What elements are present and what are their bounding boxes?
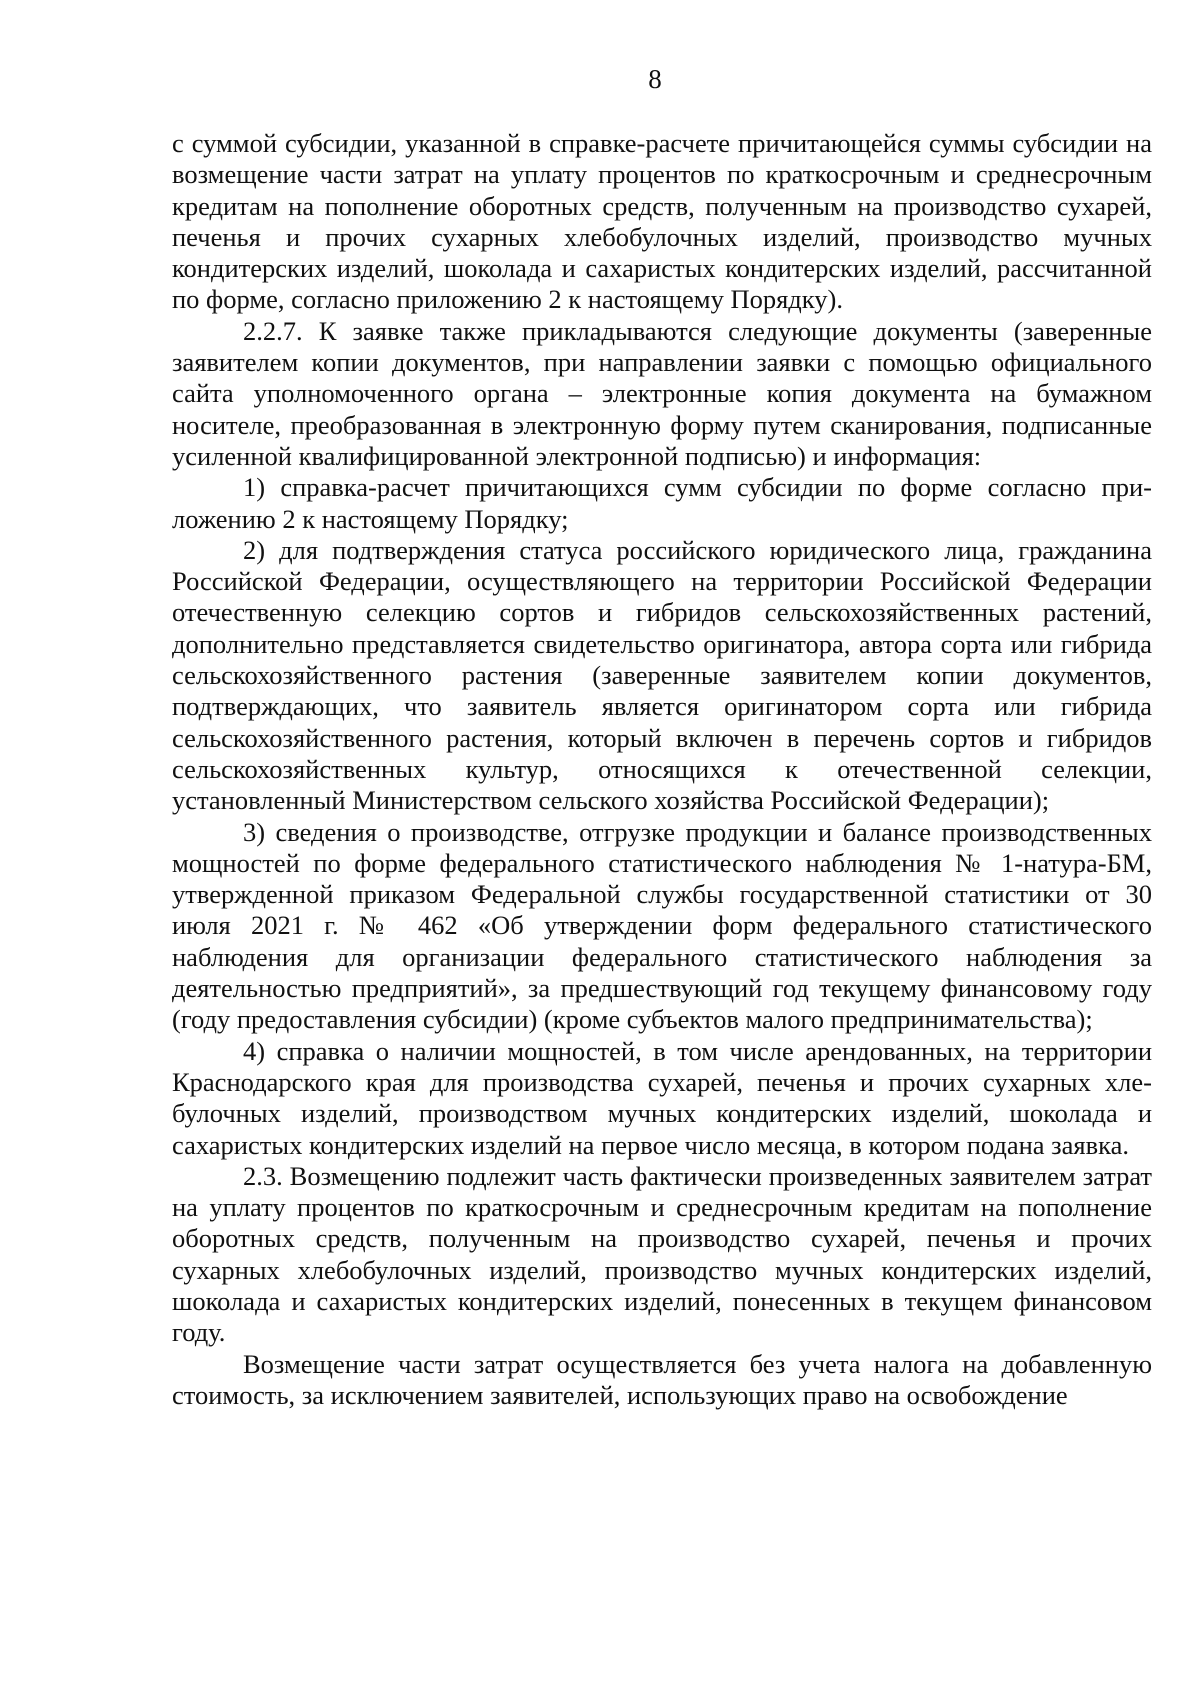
list-item-1: 1) справка-расчет причитающихся сумм субсидии по форме согласно приложению 2 к настоящему Порядку; (172, 472, 1152, 534)
paragraph-2-3: 2.3. Возмещению подлежит часть фактически произведенных заявителем затрат на уплату процентов по краткосрочным и среднесрочным кредитам на пополнение оборотных средств, полученным на производство сухарей, печенья и прочих сухарных хлебобулочных изделий, производство мучных кондитерских изделий, шоколада и сахаристых кондитерских изделий, понесенных в текущем финансовом году. (172, 1160, 1152, 1348)
paragraph-vat: Возмещение части затрат осуществляется без учета налога на добавленную стоимость, за исключением заявителей, использующих право на освобождение (172, 1348, 1152, 1410)
paragraph-continuation: с суммой субсидии, указанной в справке-расчете причитающейся суммы субсидии на возмещение части затрат на уплату процентов по краткосрочным и среднесрочным кредитам на пополнение оборотных средств, полученным на производство сухарей, печенья и прочих сухарных хлебобулочных изделий, производство мучных кондитерских изделий, шоколада и сахаристых кондитерских изделий, рассчитанной по форме, согласно приложению 2 к настоящему Порядку). (172, 128, 1152, 315)
list-item-3: 3) сведения о производстве, отгрузке продукции и балансе производственных мощностей по форме федерального статистического наблюдения № 1-натура-БМ, утвержденной приказом Федеральной службы государственной статистики от 30 июля 2021 г. № 462 «Об утверждении форм федерального статистического наблюдения для организации федерального статистического наблюдения за деятельностью предприятий», за предшествующий год текущему финансовому году (году предоставления субсидии) (кроме субъектов малого предпринимательства); (172, 816, 1152, 1035)
list-item-2: 2) для подтверждения статуса российского юридического лица, гражданина Российской Федерации, осуществляющего на территории Российской Федерации отечественную селекцию сортов и гибридов сельскохозяйственных растений, дополнительно представляется свидетельство оригинатора, автора сорта или гибрида сельскохозяйственного растения (заверенные заявителем копии документов, подтверждающих, что заявитель является оригинатором сорта или гибрида сельскохозяйственного растения, который включен в перечень сортов и гибридов сельскохозяйственных культур, относящихся к отечественной селекции, установленный Министерством сельского хозяйства Российской Федерации); (172, 534, 1152, 816)
page-number: 8 (648, 64, 662, 94)
paragraph-2-2-7: 2.2.7. К заявке также прикладываются следующие документы (заверенные заявителем копии документов, при направлении заявки с помощью официального сайта уполномоченного органа – электронные копия документа на бумажном носителе, преобразованная в электронную форму путем сканирования, подписанные усиленной квалифицированной электронной подписью) и информация: (172, 315, 1152, 471)
list-item-4: 4) справка о наличии мощностей, в том числе арендованных, на территории Краснодарского края для производства сухарей, печенья и прочих сухарных хлебулочных изделий, производством мучных кондитерских изделий, шоколада и сахаристых кондитерских изделий на первое число месяца, в котором подана заявка. (172, 1035, 1152, 1160)
document-body (172, 128, 1152, 1411)
